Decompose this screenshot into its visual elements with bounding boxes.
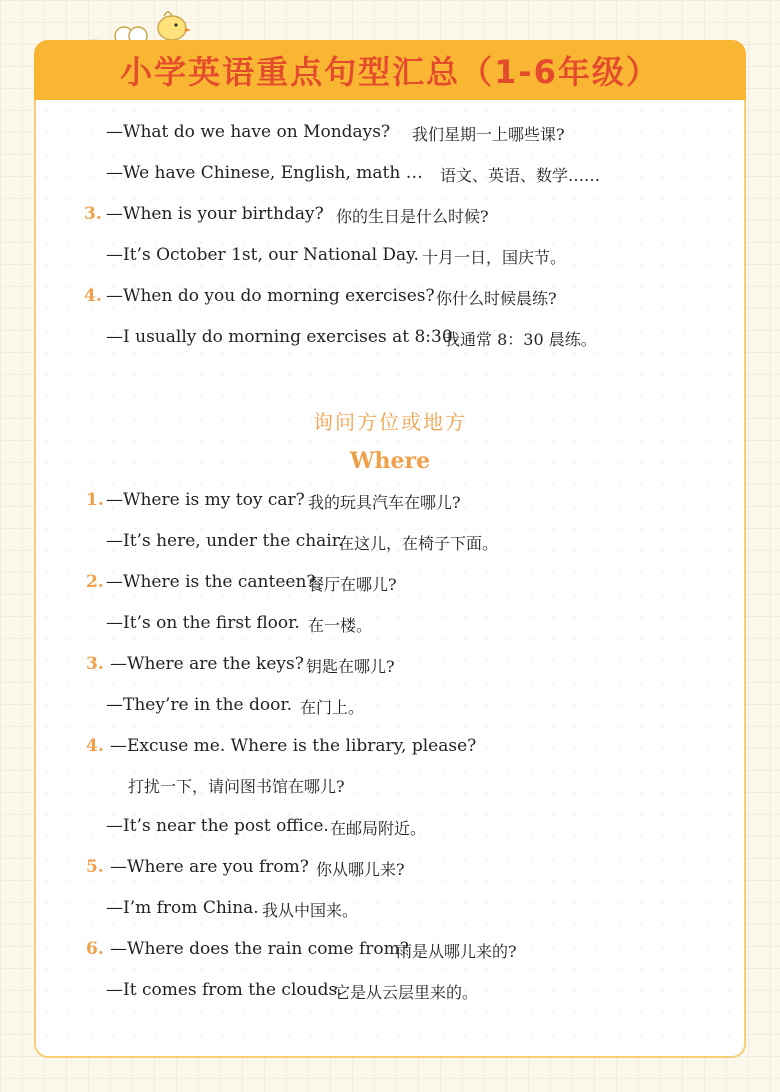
sentence-cn: 在门上。 <box>300 698 365 717</box>
sentence-en: —Where are the keys? <box>110 654 304 674</box>
sentence-en: —Where are you from? <box>110 857 309 877</box>
item-number: 2. <box>86 572 104 592</box>
sentence-en: —I’m from China. <box>106 898 259 918</box>
item-number: 5. <box>86 857 104 877</box>
sentence-cn: 你的生日是什么时候? <box>336 207 489 226</box>
sentence-cn: 我通常 8：30 晨练。 <box>444 330 597 349</box>
sentence-cn: 餐厅在哪儿? <box>308 575 397 594</box>
sentence-cn: 我的玩具汽车在哪儿? <box>308 493 461 512</box>
sentence-cn: 钥匙在哪儿? <box>306 657 395 676</box>
section-title-en: Where <box>349 448 431 474</box>
sentence-en: —When is your birthday? <box>106 204 324 224</box>
sentence-en: —We have Chinese, English, math … <box>106 163 423 183</box>
sentence-en: —It’s near the post office. <box>106 816 329 836</box>
sentence-en: —They’re in the door. <box>106 695 292 715</box>
sentence-cn: 你什么时候晨练? <box>436 289 557 308</box>
sentence-cn: 打扰一下，请问图书馆在哪儿? <box>128 777 345 796</box>
sentence-en: —It comes from the clouds. <box>106 980 343 1000</box>
item-number: 3. <box>84 204 102 224</box>
sentence-cn: 我们星期一上哪些课? <box>412 125 565 144</box>
page-title: 小学英语重点句型汇总（1-6年级） <box>120 53 660 91</box>
sentence-cn: 你从哪儿来? <box>316 860 405 879</box>
sentence-en: —Where does the rain come from? <box>110 939 409 959</box>
sentence-en: —Where is the canteen? <box>106 572 316 592</box>
item-number: 3. <box>86 654 104 674</box>
item-number: 6. <box>86 939 104 959</box>
sentence-cn: 十月一日，国庆节。 <box>422 248 567 267</box>
content-card <box>34 100 746 1058</box>
item-number: 4. <box>86 736 104 756</box>
item-number: 4. <box>84 286 102 306</box>
sentence-en: —It’s here, under the chair. <box>106 531 344 551</box>
sentence-cn: 在邮局附近。 <box>330 819 427 838</box>
item-number: 1. <box>86 490 104 510</box>
sentence-en: —When do you do morning exercises? <box>106 286 435 306</box>
sentence-cn: 在这儿，在椅子下面。 <box>338 534 499 553</box>
section-title-cn: 询问方位或地方 <box>313 410 467 434</box>
sentence-en: —What do we have on Mondays? <box>106 122 391 142</box>
sentence-en: —Excuse me. Where is the library, please? <box>110 736 477 756</box>
sentence-cn: 雨是从哪儿来的? <box>396 942 517 961</box>
title-banner <box>34 40 746 100</box>
sentence-en: —It’s on the first floor. <box>106 613 300 633</box>
sentence-cn: 我从中国来。 <box>262 901 359 920</box>
sentence-en: —I usually do morning exercises at 8:30. <box>106 327 459 347</box>
sentence-cn: 语文、英语、数学…… <box>440 166 601 185</box>
sentence-en: —It’s October 1st, our National Day. <box>106 245 419 265</box>
sentence-en: —Where is my toy car? <box>106 490 305 510</box>
sentence-cn: 它是从云层里来的。 <box>334 983 479 1002</box>
sentence-cn: 在一楼。 <box>308 616 373 635</box>
